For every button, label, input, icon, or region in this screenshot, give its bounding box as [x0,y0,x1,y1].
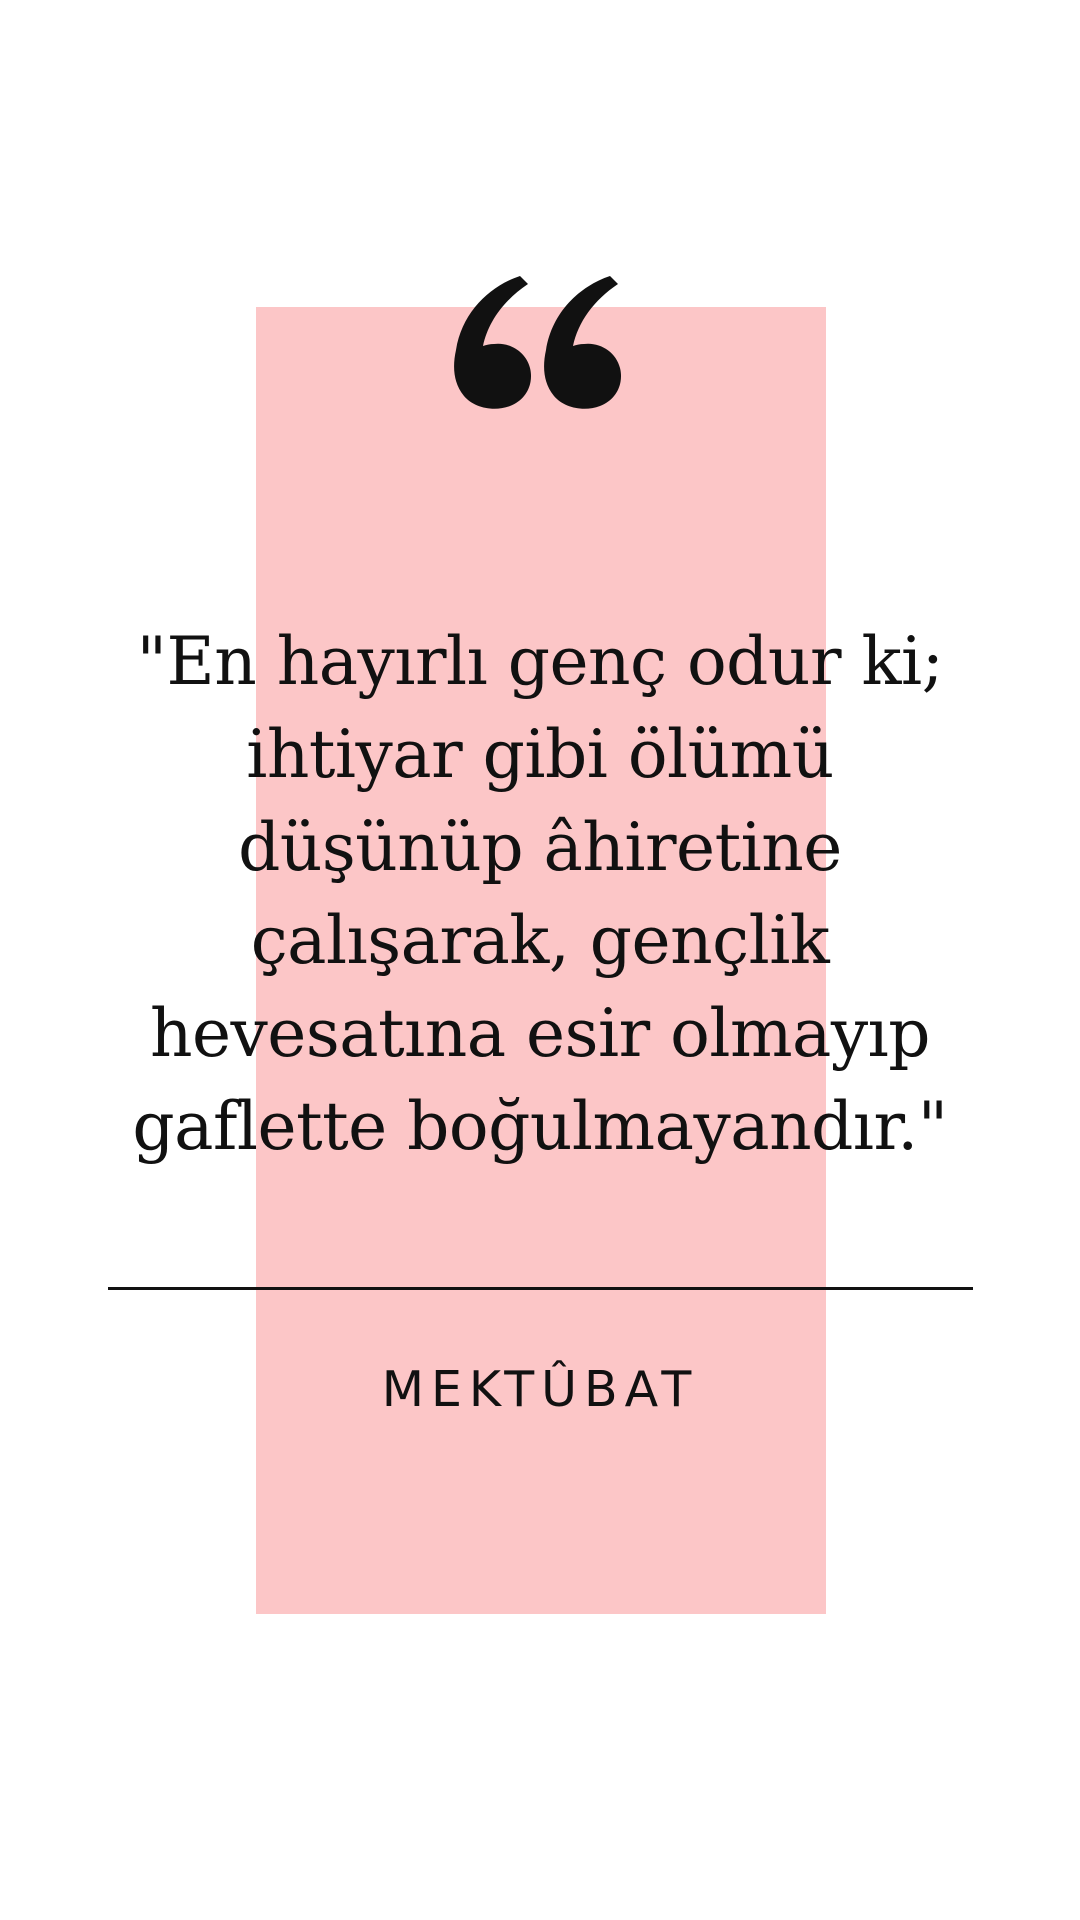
quote-line: çalışarak, gençlik [250,902,830,979]
quote-line: gaflette boğulmayandır." [132,1088,948,1165]
quote-line: hevesatına esir olmayıp [149,995,931,1072]
quote-source: MEKTÛBAT [381,1361,699,1418]
opening-quote-icon [450,272,630,412]
quote-text [100,615,980,1173]
quote-line: düşünüp âhiretine [238,809,842,886]
quote-line: "En hayırlı genç odur ki; [136,623,944,700]
quote-line: ihtiyar gibi ölümü [246,716,834,793]
divider-line [108,1287,973,1290]
